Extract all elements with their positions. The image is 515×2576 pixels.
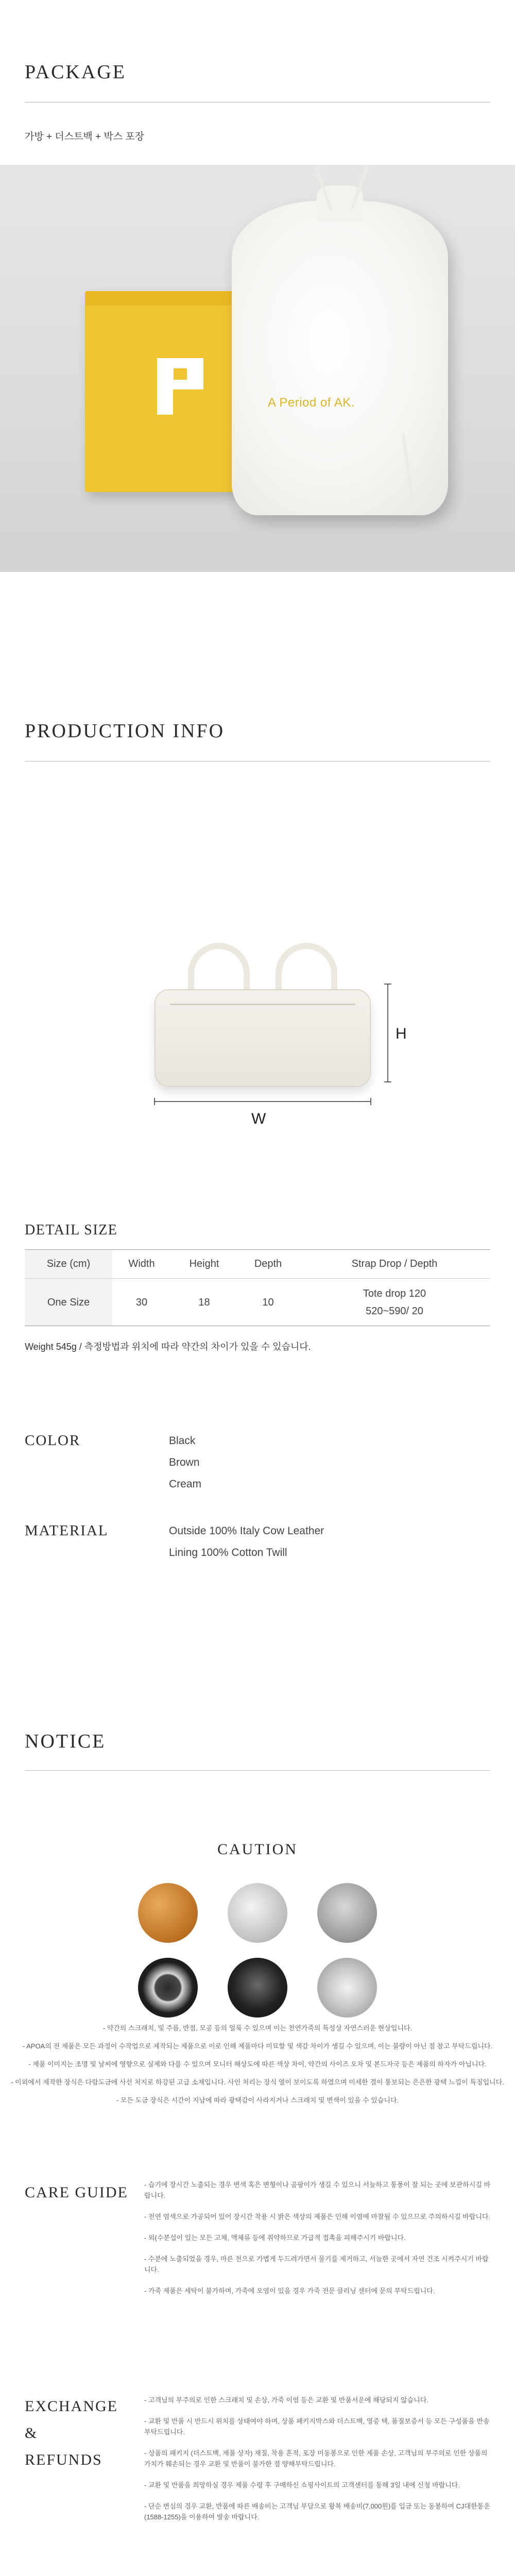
dust-bag xyxy=(232,201,448,515)
list-item: - 교환 및 반품을 희망하실 경우 제품 수령 후 구매하신 쇼핑사이트의 고객센터를 통해 3일 내에 신청 바랍니다. xyxy=(144,2481,460,2489)
list-item: - 약간의 스크래치, 및 주름, 반점, 모공 등의 얼룩 수 있으며 이는 천연가죽의 특성상 자연스러운 현상입니다. xyxy=(102,2024,413,2032)
list-item: - 모든 도금 장식은 시간이 지남에 따라 광택감이 사라지거나 스크래치 및 변색이 있을 수 있습니다. xyxy=(116,2096,399,2104)
notice-divider xyxy=(25,1770,490,1771)
list-item: - 천연 염색으로 가공되어 있어 장시간 착용 시 밝은 색상의 제품은 인해 이염에 마찰될 수 있으므로 주의하시길 바랍니다. xyxy=(144,2213,491,2221)
size-table xyxy=(25,1249,490,1326)
color-black: Black xyxy=(169,1435,196,1447)
exchange-title-line2: & xyxy=(25,2425,38,2442)
material-values xyxy=(169,1520,324,1564)
care-guide-list xyxy=(144,2179,494,2307)
list-item: - 제품 이미지는 조명 및 날씨에 영향으로 실제와 다를 수 있으며 모니터 해상도에 따른 색상 차이, 약간의 사이즈 오차 및 본드자국 등은 제품의 하자가 아닙니다. xyxy=(28,2060,487,2068)
package-photo xyxy=(0,165,515,572)
header-height: Height xyxy=(171,1250,237,1279)
care-guide-title: CARE GUIDE xyxy=(25,2184,128,2201)
apoa-logo-icon xyxy=(157,358,203,415)
dimension-height-label: H xyxy=(396,1025,407,1042)
leather-texture-icon xyxy=(138,1883,198,1943)
list-item: - APOA의 전 제품은 모든 과정이 수작업으로 제작되는 제품으로 이로 인해 제품마다 미묘할 및 색감 차이가 생길 수 있으며, 이는 불량이 아닌 점 참고 부탁드립니다. xyxy=(22,2042,493,2050)
water-splash-icon xyxy=(228,1883,287,1943)
metal-hardware-icon xyxy=(317,1958,377,2018)
material-lining: Lining 100% Cotton Twill xyxy=(169,1547,287,1558)
cell-strap xyxy=(299,1279,490,1326)
exchange-list xyxy=(144,2395,494,2533)
cell-height: 18 xyxy=(171,1279,237,1326)
list-item: - 고객님의 부주의로 인한 스크래치 및 손상, 가죽 이염 등은 교환 및 반품서운에 해당되지 않습니다. xyxy=(144,2396,428,2404)
dimension-width-label: W xyxy=(251,1110,266,1127)
color-label: COLOR xyxy=(25,1432,81,1449)
list-item: - 단순 변심의 경우 교환, 반품에 따른 배송비는 고객님 부담으로 왕복 배송비(7,000원)를 입금 또는 동봉하여 CJ대한통운(1588-1255)을 이용하여 발송 바랍니다. xyxy=(144,2502,490,2521)
notice-title: NOTICE xyxy=(25,1731,106,1752)
magnet-button-icon xyxy=(138,1958,198,2018)
header-strap: Strap Drop / Depth xyxy=(299,1250,490,1279)
package-description: 가방 + 더스트백 + 박스 포장 xyxy=(25,131,145,142)
dust-bag-print: A Period of AK. xyxy=(268,396,355,410)
color-brown: Brown xyxy=(169,1456,200,1468)
cell-width: 30 xyxy=(112,1279,171,1326)
dark-hardware-icon xyxy=(228,1958,287,2018)
table-row xyxy=(25,1279,490,1326)
header-size: Size (cm) xyxy=(25,1250,112,1279)
list-item: - 수분에 노출되었을 경우, 마른 천으로 가볍게 두드려가면서 물기를 제거하고, 서늘한 곳에서 자연 건조 시켜주시기 바랍니다. xyxy=(144,2255,489,2274)
list-item: - 외(수분섭이 있는 모든 고체, 액체류 등에 취약하므로 가급적 접촉을 피해주시기 바랍니다. xyxy=(144,2234,406,2242)
cell-strap-line2: 520~590/ 20 xyxy=(366,1305,423,1317)
list-item: - 가죽 제품은 세탁이 불가하며, 가죽에 오염이 있을 경우 가죽 전문 클리닝 센터에 문의 부탁드립니다. xyxy=(144,2287,435,2295)
header-depth: Depth xyxy=(237,1250,299,1279)
dimension-lines xyxy=(144,979,402,1118)
cell-depth: 10 xyxy=(237,1279,299,1326)
color-cream: Cream xyxy=(169,1478,202,1490)
list-item: - 이외에서 제작한 장식은 다람도금에 사선 처지로 하강된 고급 소재입니다. 사인 처리는 장식 열이 보이도록 하였으며 미세한 결이 통보되는 은은한 광택 느낌이 특징입니다. xyxy=(11,2078,504,2086)
surface-grain-icon xyxy=(317,1883,377,1943)
size-table-header xyxy=(25,1250,490,1279)
drawstring-tail xyxy=(402,433,416,510)
list-item: - 습기에 장시간 노출되는 경우 변색 혹은 변형이나 곰팡이가 생길 수 있으니 서늘하고 통풍이 잘 되는 곳에 보관하시길 바랍니다. xyxy=(144,2181,491,2199)
exchange-title xyxy=(25,2393,118,2473)
notice-list xyxy=(0,2022,515,2112)
header-width: Width xyxy=(112,1250,171,1279)
exchange-title-line3: REFUNDS xyxy=(25,2451,102,2468)
material-label: MATERIAL xyxy=(25,1522,109,1539)
detail-size-title: DETAIL SIZE xyxy=(25,1222,118,1238)
list-item: - 상품의 패키지 (더스트백, 제품 상자) 재질, 착용 흔적, 포장 미동봉으로 인한 제품 손상, 고객님의 부주의로 인한 상품의 가치가 훼손되는 경우 교환 및 반품이 불가한 점 양해부탁드립니다. xyxy=(144,2449,488,2468)
list-item: - 교환 및 반품 시 반드시 위치를 상태여야 하며, 상품 패키지박스와 더스트백, 영증 택, 품질보증서 등 모든 구성품을 반송 부탁드립니다. xyxy=(144,2417,490,2436)
color-values xyxy=(169,1430,201,1495)
caution-title: CAUTION xyxy=(217,1841,298,1858)
package-title: PACKAGE xyxy=(25,61,126,83)
cell-strap-line1: Tote drop 120 xyxy=(363,1287,426,1299)
exchange-title-line1: EXCHANGE xyxy=(25,2398,118,2415)
cell-size: One Size xyxy=(25,1279,112,1326)
package-divider xyxy=(25,102,490,103)
weight-note: Weight 545g / 측정방법과 위치에 따라 약간의 차이가 있을 수 있습니다. xyxy=(25,1342,311,1352)
material-outside: Outside 100% Italy Cow Leather xyxy=(169,1525,324,1537)
production-title: PRODUCTION INFO xyxy=(25,720,225,742)
